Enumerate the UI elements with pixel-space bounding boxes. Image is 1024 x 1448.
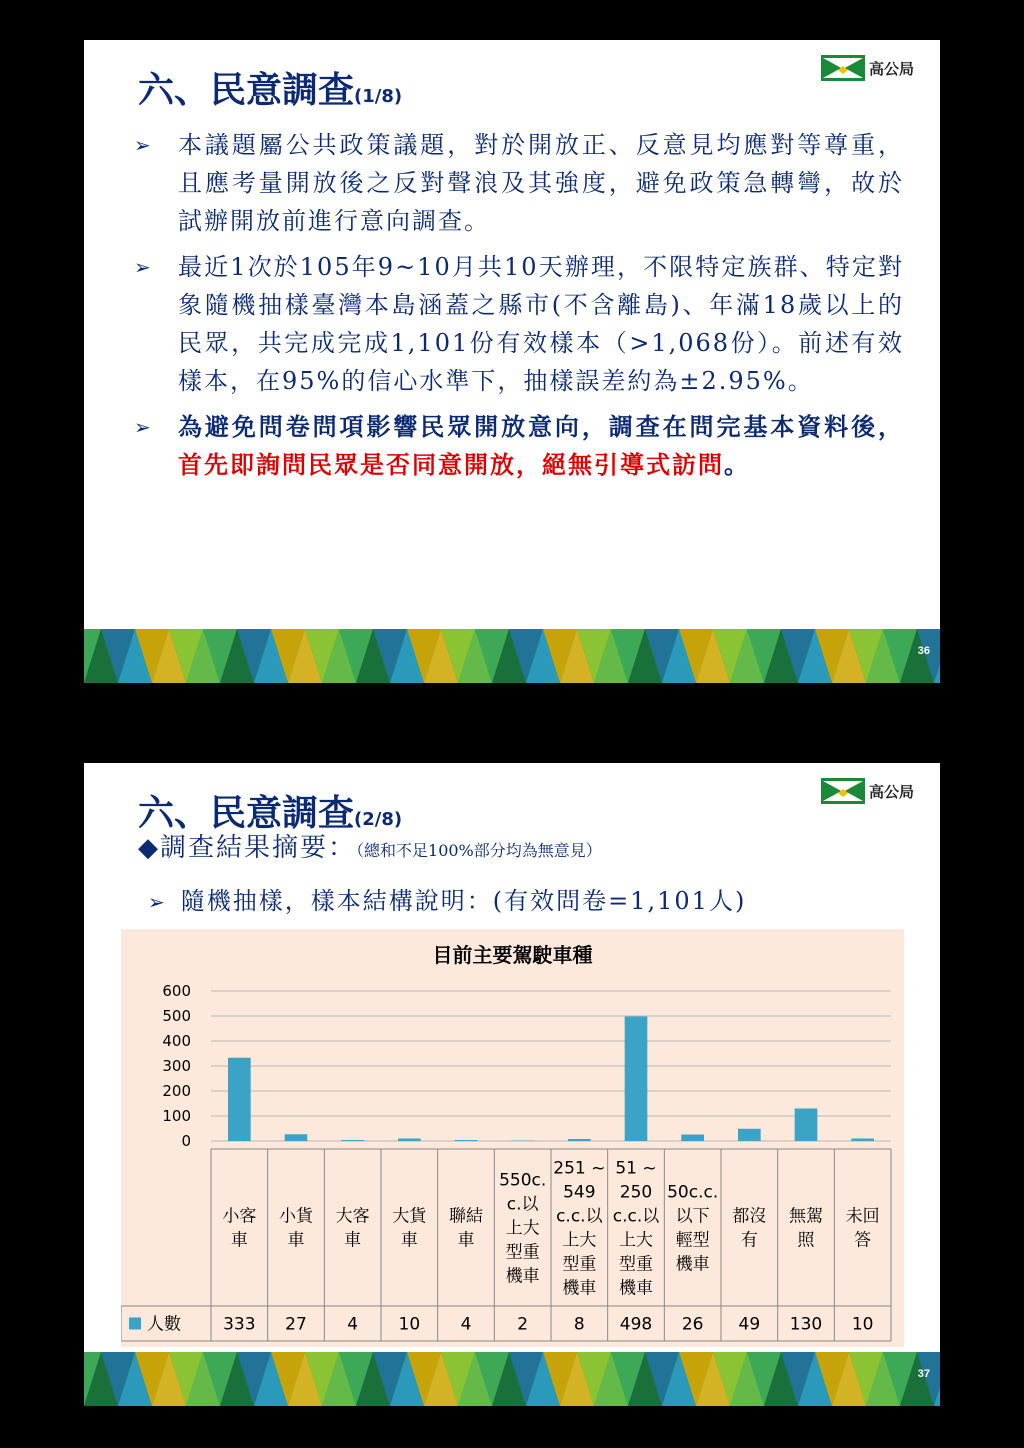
bullet-text: 本議題屬公共政策議題，對於開放正、反意見均應對等尊重，且應考量開放後之反對聲浪及其強度，避免政策急轉彎，故於試辦開放前進行意向調查。 [178, 131, 904, 235]
category-label: 都沒有 [732, 1206, 767, 1251]
value-label: 10 [851, 1314, 874, 1335]
bullet-text-red: 首先即詢問民眾是否同意開放，絕無引導式訪問 [178, 450, 724, 479]
category-label: 大貨車 [392, 1206, 427, 1251]
bullet-text-blue: 為避免問卷問項影響民眾開放意向，調查在問完基本資料後， [178, 412, 904, 441]
bar [851, 1139, 874, 1142]
category-label: 聯結車 [449, 1206, 483, 1251]
bar [228, 1058, 251, 1141]
value-label: 498 [619, 1314, 653, 1335]
bar [568, 1139, 591, 1141]
slide-36 [84, 40, 940, 683]
sample-text: 隨機抽樣，樣本結構說明：(有效問卷=1,101人) [180, 887, 747, 915]
y-tick-label: 300 [162, 1057, 191, 1075]
value-label: 4 [460, 1314, 472, 1335]
freeway-logo-icon [821, 778, 865, 804]
arrow-bullet-icon: ➢ [134, 255, 151, 279]
category-label: 51 ~ 250 c.c.以上大型重機車 [612, 1158, 660, 1299]
value-label: 333 [223, 1314, 256, 1335]
category-label: 大客車 [335, 1206, 370, 1251]
value-label: 26 [681, 1314, 704, 1335]
arrow-bullet-icon: ➢ [148, 890, 167, 914]
y-tick-label: 400 [162, 1032, 191, 1050]
bar [341, 1140, 364, 1141]
category-label: 小貨車 [279, 1206, 313, 1251]
decorative-band [84, 1352, 940, 1406]
value-label: 27 [285, 1314, 307, 1335]
page-number: 36 [917, 645, 930, 657]
chart-title: 目前主要駕駛車種 [432, 943, 593, 967]
y-tick-label: 0 [181, 1132, 191, 1150]
value-label: 8 [573, 1314, 585, 1335]
summary-title: 調查結果摘要： [160, 833, 357, 863]
value-label: 10 [398, 1314, 421, 1335]
arrow-bullet-icon: ➢ [134, 133, 151, 157]
category-label: 未回答 [845, 1206, 880, 1251]
bullet-list [134, 126, 904, 492]
summary-heading [138, 827, 602, 864]
slide-title-text: 六、民意調查 [138, 793, 355, 834]
bullet-text [178, 408, 904, 484]
bar-chart [121, 929, 904, 1347]
bar [511, 1141, 534, 1142]
bar [455, 1140, 478, 1141]
logo-text: 高公局 [868, 59, 914, 78]
category-label: 251 ~ 549 c.c.以上大型重機車 [553, 1158, 606, 1299]
value-label: 2 [517, 1314, 529, 1335]
y-tick-label: 100 [162, 1107, 191, 1125]
slide-title-sub: (2/8) [354, 809, 403, 830]
bar [285, 1134, 308, 1141]
bullet-text-end: 。 [724, 450, 750, 479]
bullet-item [134, 248, 904, 400]
logo [821, 55, 914, 81]
arrow-bullet-icon: ➢ [134, 415, 151, 439]
diamond-bullet-icon: ◆ [138, 833, 160, 863]
bar [681, 1135, 704, 1142]
slide-37 [84, 763, 940, 1406]
slide-title [138, 62, 402, 113]
chart-container [121, 929, 904, 1347]
bullet-text: 最近1次於105年9~10月共10天辦理，不限特定族群、特定對象隨機抽樣臺灣本島涵蓋之縣市(不含離島)、年滿18歲以上的民眾，共完成完成1,101份有效樣本（>1,068份）。前述有效樣本，在95%的信心水準下，抽樣誤差約為±2.95%。 [178, 253, 904, 395]
slide-title-text: 六、民意調查 [138, 70, 355, 111]
legend-swatch [129, 1318, 141, 1330]
legend-label: 人數 [147, 1314, 181, 1335]
slide-title-sub: (1/8) [354, 86, 403, 107]
bar [625, 1017, 648, 1142]
freeway-logo-icon [821, 55, 865, 81]
logo [821, 778, 914, 804]
value-label: 130 [789, 1314, 823, 1335]
summary-note: （總和不足100%部分均為無意見） [356, 841, 602, 860]
bar [398, 1139, 421, 1142]
y-tick-label: 600 [162, 982, 191, 1000]
bar [795, 1109, 818, 1142]
category-label: 50c.c.以下輕型機車 [667, 1182, 719, 1275]
bar [738, 1129, 761, 1141]
bullet-item [134, 408, 904, 484]
category-label: 550c. c.以上大型重機車 [499, 1170, 547, 1287]
sample-description [148, 881, 746, 916]
value-label: 4 [347, 1314, 359, 1335]
decorative-band [84, 629, 940, 683]
y-tick-label: 500 [162, 1007, 191, 1025]
y-tick-label: 200 [162, 1082, 191, 1100]
logo-text: 高公局 [868, 782, 914, 801]
value-label: 49 [738, 1314, 761, 1335]
category-label: 無駕照 [789, 1206, 823, 1251]
bullet-item [134, 126, 904, 240]
page-number: 37 [917, 1368, 930, 1380]
category-label: 小客車 [222, 1206, 257, 1251]
